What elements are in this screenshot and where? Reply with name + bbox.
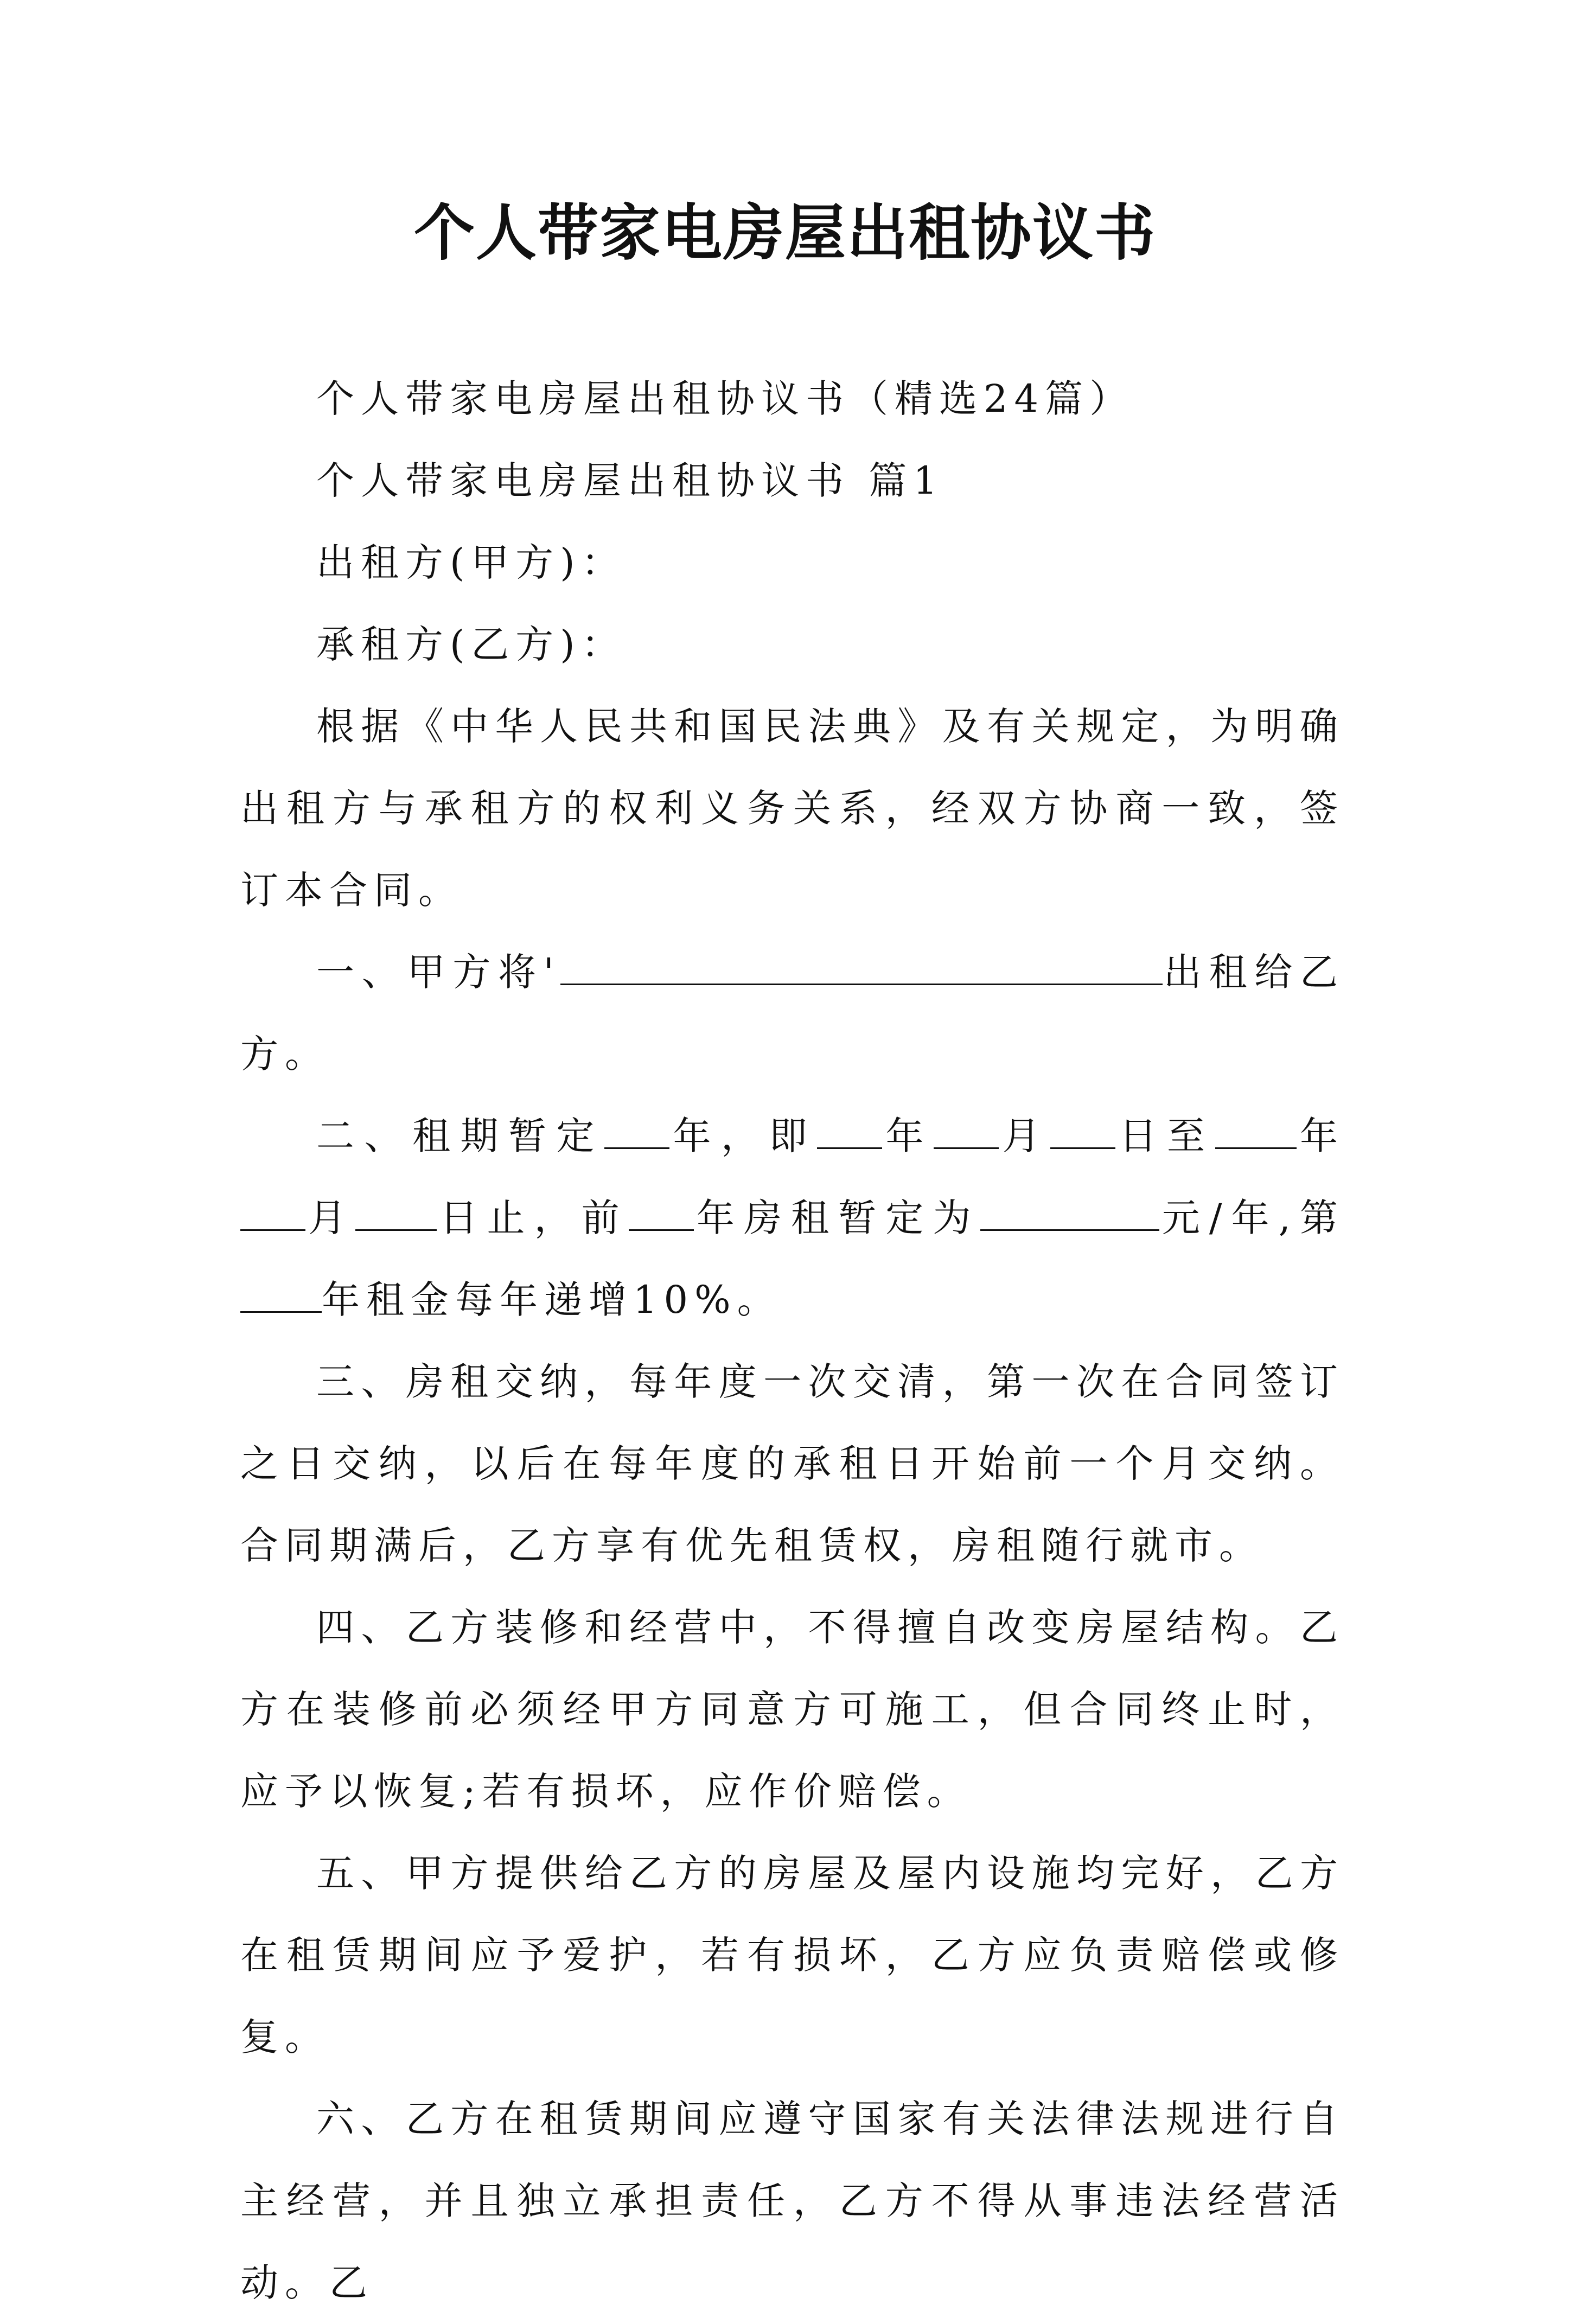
- clause-2-part: 年: [1296, 1114, 1344, 1158]
- blank-increase-year: [240, 1275, 322, 1313]
- clause-2-part: 日止，前: [437, 1196, 629, 1240]
- clause-2-part: 元/年,第: [1159, 1196, 1345, 1240]
- clause-3: 三、房租交纳，每年度一次交清，第一次在合同签订之日交纳，以后在每年度的承租日开始前一个月交纳。合同期满后，乙方享有优先租赁权，房租随行就市。: [240, 1359, 1344, 1568]
- clause-2: [240, 1095, 1344, 1341]
- blank-term-years: [604, 1112, 669, 1150]
- clause-2-part: 年: [882, 1114, 934, 1158]
- clause-2-part: 日至: [1115, 1114, 1215, 1158]
- lessor-label: 出租方(甲方)：: [316, 540, 626, 585]
- blank-start-month: [934, 1112, 999, 1150]
- document-title: 个人带家电房屋出租协议书: [414, 197, 1156, 269]
- clause-2-part: 二、租期暂定: [316, 1114, 604, 1158]
- clause-2-part: 年房租暂定为: [693, 1196, 980, 1240]
- blank-end-year: [1215, 1112, 1297, 1150]
- blank-first-years: [629, 1193, 694, 1231]
- clause-2-part: 年，即: [669, 1114, 817, 1158]
- blank-end-day: [355, 1193, 437, 1231]
- subtitle-line: 个人带家电房屋出租协议书（精选24篇）: [316, 376, 1134, 421]
- clause-6: 六、乙方在租赁期间应遵守国家有关法律法规进行自主经营，并且独立承担责任，乙方不得从事违法经营活动。乙: [240, 2097, 1344, 2305]
- clause-2-part: 年租金每年递增10%。: [322, 1278, 782, 1322]
- clause-4: 四、乙方装修和经营中，不得擅自改变房屋结构。乙方在装修前必须经甲方同意方可施工，但合同终止时，应予以恢复;若有损坏，应作价赔偿。: [240, 1605, 1344, 1814]
- section-heading: 个人带家电房屋出租协议书 篇1: [316, 458, 944, 503]
- lessee-label: 承租方(乙方)：: [316, 622, 626, 667]
- document-body: [240, 358, 1344, 2324]
- blank-start-year: [817, 1112, 882, 1150]
- clause-1: [240, 931, 1344, 1095]
- blank-start-day: [1050, 1112, 1115, 1150]
- clause-5: 五、甲方提供给乙方的房屋及屋内设施均完好，乙方在租赁期间应予爱护，若有损坏，乙方应负责赔偿或修复。: [240, 1851, 1344, 2059]
- clause-1-text-b: 出租给乙方。: [240, 950, 1344, 1076]
- intro-paragraph: 根据《中华人民共和国民法典》及有关规定，为明确出租方与承租方的权利义务关系，经双方协商一致，签订本合同。: [240, 704, 1344, 912]
- clause-2-part: 月: [305, 1196, 356, 1240]
- blank-end-month: [240, 1193, 305, 1231]
- blank-annual-rent: [980, 1193, 1159, 1231]
- blank-property-address: [560, 948, 1163, 986]
- clause-2-part: 月: [999, 1114, 1050, 1158]
- clause-1-text-a: 一、甲方将': [316, 950, 560, 994]
